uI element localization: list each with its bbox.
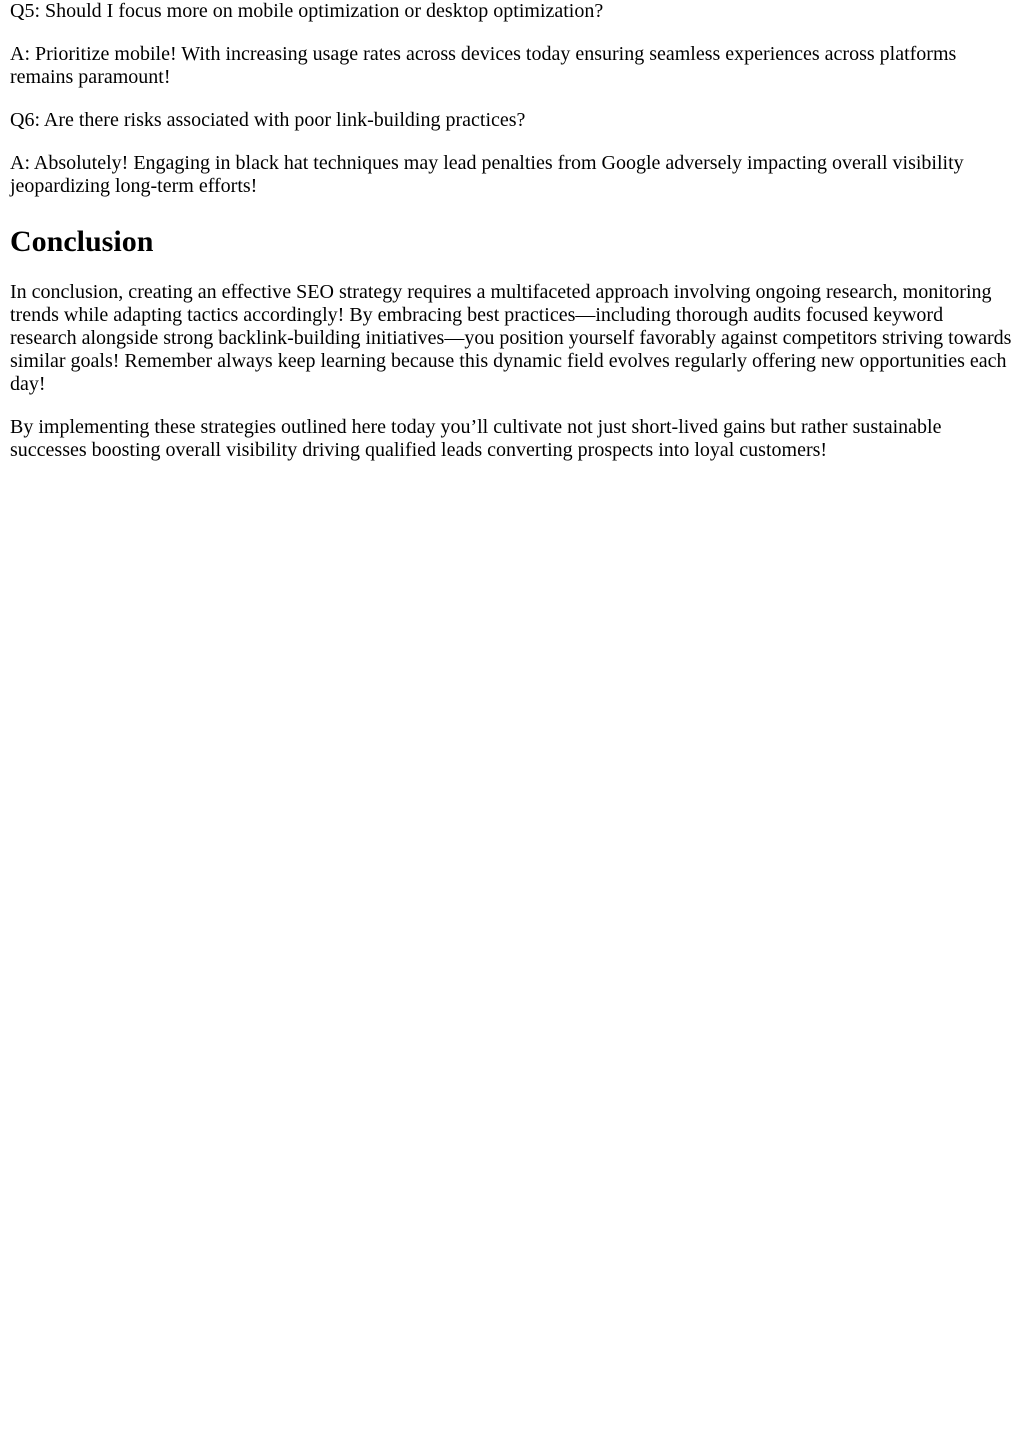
- faq-answer-5: A: Prioritize mobile! With increasing usage rates across devices today ensuring seamless experiences across platforms remains paramount!: [10, 43, 957, 88]
- faq-question-5: Q5: Should I focus more on mobile optimization or desktop optimization?: [10, 0, 604, 22]
- conclusion-heading: Conclusion: [10, 225, 154, 258]
- faq-answer-6: A: Absolutely! Engaging in black hat techniques may lead penalties from Google adversely impacting overall visibility jeopardizing long-term efforts!: [10, 152, 964, 197]
- faq-question-6: Q6: Are there risks associated with poor link-building practices?: [10, 109, 526, 131]
- conclusion-paragraph-2: By implementing these strategies outlined here today you’ll cultivate not just short-lived gains but rather sustainable successes boosting overall visibility driving qualified leads converting prospects into loyal customers!: [10, 416, 942, 461]
- conclusion-paragraph-1: In conclusion, creating an effective SEO strategy requires a multifaceted approach involving ongoing research, monitoring trends while adapting tactics accordingly! By embracing best practices—including thorough audits focused keyword research alongside strong backlink-building initiatives—you position yourself favorably against competitors striving towards similar goals! Remember always keep learning because this dynamic field evolves regularly offering new opportunities each day!: [10, 281, 1012, 395]
- article-content: [0, 0, 1024, 462]
